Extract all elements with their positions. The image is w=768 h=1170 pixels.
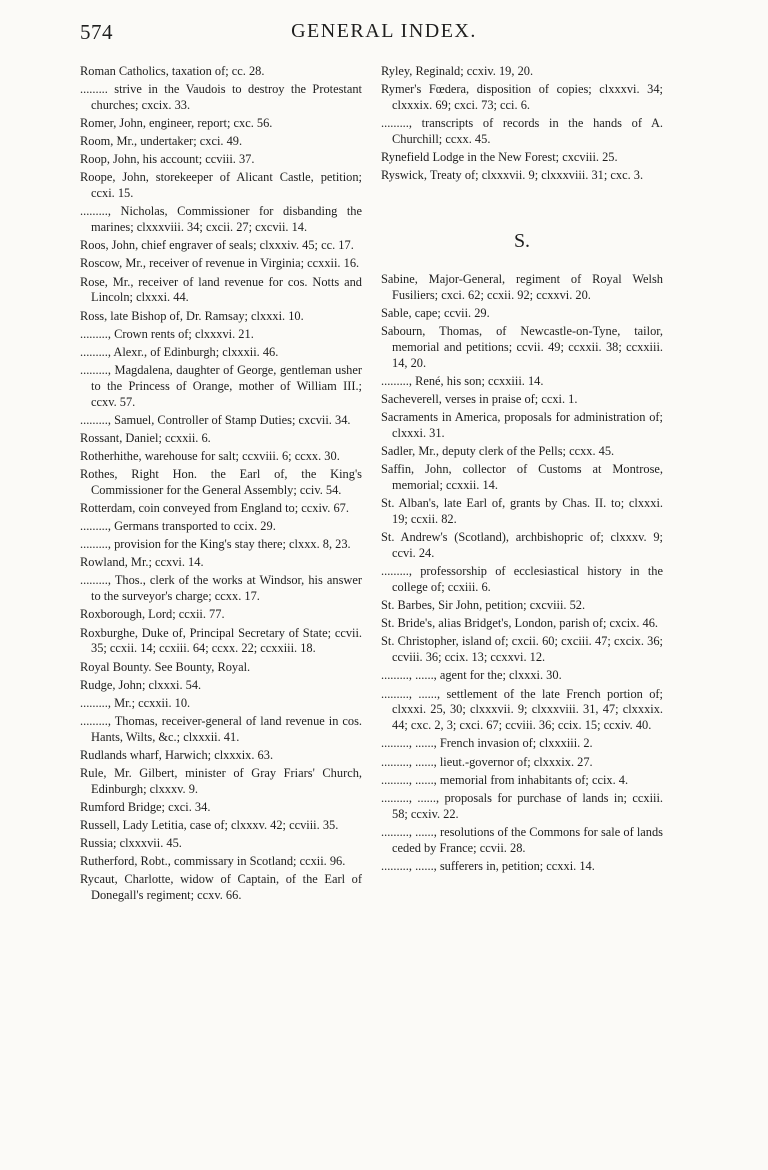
index-entry: ........., Thomas, receiver-general of land revenue in cos. Hants, Wilts, &c.; clxxxii. 41. <box>80 713 362 744</box>
index-entry: Rutherford, Robt., commissary in Scotland; ccxii. 96. <box>80 854 346 869</box>
index-entry: ........., Mr.; ccxxii. 10. <box>80 695 191 710</box>
index-entry: Rudge, John; clxxxi. 54. <box>80 677 202 692</box>
index-entry: ........., Crown rents of; clxxxvi. 21. <box>80 326 254 341</box>
index-entry: ........., Nicholas, Commissioner for disbanding the marines; clxxxviii. 34; cxcii. 27; cxcvii. 14. <box>80 204 362 235</box>
index-entry: Rumford Bridge; cxci. 34. <box>80 799 211 814</box>
index-entry: Rotherhithe, warehouse for salt; ccxviii. 6; ccxx. 30. <box>80 448 340 463</box>
left-index-column <box>80 64 362 906</box>
index-entry: Sabourn, Thomas, of Newcastle-on-Tyne, tailor, memorial and petitions; ccvii. 49; ccxxii. 38; ccxxiii. 14, 20. <box>381 324 663 370</box>
index-entry: St. Barbes, Sir John, petition; cxcviii. 52. <box>381 598 586 613</box>
index-entry: Sadler, Mr., deputy clerk of the Pells; ccxx. 45. <box>381 444 615 459</box>
index-entry: Roope, John, storekeeper of Alicant Castle, petition; ccxi. 15. <box>80 170 362 201</box>
index-entry: Rose, Mr., receiver of land revenue for cos. Notts and Lincoln; clxxxi. 44. <box>80 274 362 305</box>
index-entry: Sacraments in America, proposals for administration of; clxxxi. 31. <box>381 410 663 441</box>
index-entry: Roscow, Mr., receiver of revenue in Virginia; ccxxii. 16. <box>80 256 360 271</box>
index-entry: St. Christopher, island of; cxcii. 60; cxciii. 47; cxcix. 36; ccviii. 36; ccix. 13; ccxxvi. 12. <box>381 634 663 665</box>
index-entry: Ryswick, Treaty of; clxxxvii. 9; clxxxviii. 31; cxc. 3. <box>381 168 644 183</box>
running-header <box>0 18 768 58</box>
index-entry: Sabine, Major-General, regiment of Royal Welsh Fusiliers; cxci. 62; ccxii. 92; ccxxvi. 20. <box>381 272 663 302</box>
index-entry: ........., professorship of ecclesiastical history in the college of; ccxiii. 6. <box>381 564 663 595</box>
index-entry: ........., Germans transported to ccix. 29. <box>80 519 276 534</box>
index-entry: St. Andrew's (Scotland), archbishopric of; clxxxv. 9; ccvi. 24. <box>381 530 663 561</box>
index-entry: Rymer's Fœdera, disposition of copies; clxxxvi. 34; clxxxix. 69; cxci. 73; cci. 6. <box>381 82 663 112</box>
index-entry: Sacheverell, verses in praise of; ccxi. 1. <box>381 392 578 407</box>
index-entry: Rynefield Lodge in the New Forest; cxcviii. 25. <box>381 150 618 165</box>
index-entry: ........., Samuel, Controller of Stamp Duties; cxcvii. 34. <box>80 412 351 427</box>
index-entry: St. Bride's, alias Bridget's, London, parish of; cxcix. 46. <box>381 616 659 631</box>
index-entry: Sable, cape; ccvii. 29. <box>381 306 490 320</box>
index-entry: Rossant, Daniel; ccxxii. 6. <box>80 430 211 445</box>
index-entry: ........., provision for the King's stay there; clxxx. 8, 23. <box>80 537 351 552</box>
index-entry: ........., ......, French invasion of; clxxxiii. 2. <box>381 736 593 751</box>
right-index-column <box>381 64 663 877</box>
index-entry: Russia; clxxxvii. 45. <box>80 836 182 851</box>
index-entry: Roxburghe, Duke of, Principal Secretary of State; ccvii. 35; ccxii. 14; ccxiii. 64; ccxx. 22; ccxxiii. 18. <box>80 625 362 656</box>
index-entry: Romer, John, engineer, report; cxc. 56. <box>80 116 273 131</box>
index-entry: Rowland, Mr.; ccxvi. 14. <box>80 555 204 570</box>
index-entry: Room, Mr., undertaker; cxci. 49. <box>80 134 243 149</box>
index-entry: ........., ......, proposals for purchase of lands in; ccxiii. 58; ccxiv. 22. <box>381 790 663 821</box>
index-entry: St. Alban's, late Earl of, grants by Chas. II. to; clxxxi. 19; ccxii. 82. <box>381 496 663 527</box>
index-entry: ........., ......, lieut.-governor of; clxxxix. 27. <box>381 754 593 769</box>
running-title: GENERAL INDEX. <box>291 20 477 42</box>
index-entry: ........., Magdalena, daughter of George, gentleman usher to the Princess of Orange, mother of William III.; ccxv. 57. <box>80 362 362 409</box>
index-entry: ........., ......, memorial from inhabitants of; ccix. 4. <box>381 772 629 787</box>
index-entry: ........., ......, sufferers in, petition; ccxxi. 14. <box>381 858 595 873</box>
right-column-s-entries <box>381 272 663 875</box>
index-entry: ........., René, his son; ccxxiii. 14. <box>381 374 544 388</box>
index-entry: Rotterdam, coin conveyed from England to; ccxiv. 67. <box>80 501 349 516</box>
index-entry: Roop, John, his account; ccviii. 37. <box>80 152 255 167</box>
index-entry: Rudlands wharf, Harwich; clxxxix. 63. <box>80 747 274 762</box>
index-entry: Roman Catholics, taxation of; cc. 28. <box>80 64 265 78</box>
index-entry: ........., Alexr., of Edinburgh; clxxxii. 46. <box>80 344 279 359</box>
index-entry: Ryley, Reginald; ccxiv. 19, 20. <box>381 64 534 78</box>
index-entry: Royal Bounty. See Bounty, Royal. <box>80 659 251 674</box>
index-entry: Rule, Mr. Gilbert, minister of Gray Friars' Church, Edinburgh; clxxxv. 9. <box>80 765 362 796</box>
index-entry: Saffin, John, collector of Customs at Montrose, memorial; ccxxii. 14. <box>381 462 663 493</box>
page-number: 574 <box>80 20 113 44</box>
index-entry: ........., ......, settlement of the late French portion of; clxxxi. 25, 30; clxxxvii. 9; clxxxviii. 31, 47; clxxxix. 44; cxc. 2, 3; cxci. 67; ccviii. 36; ccix. 15; ccxiv. 40. <box>381 686 663 733</box>
index-entry: ........., ......, resolutions of the Commons for sale of lands ceded by France; ccvii. 28. <box>381 824 663 855</box>
index-entry: Russell, Lady Letitia, case of; clxxxv. 42; ccviii. 35. <box>80 817 339 832</box>
index-entry: Rothes, Right Hon. the Earl of, the King's Commissioner for the General Assembly; cciv. 54. <box>80 467 362 497</box>
index-entry: Roos, John, chief engraver of seals; clxxxiv. 45; cc. 17. <box>80 238 354 253</box>
index-entry: ........., Thos., clerk of the works at Windsor, his answer to the surveyor's charge; ccxx. 17. <box>80 573 362 604</box>
index-entry: ........., transcripts of records in the hands of A. Churchill; ccxx. 45. <box>381 116 663 146</box>
section-letter-heading: S. <box>513 230 531 253</box>
index-entry: Ross, late Bishop of, Dr. Ramsay; clxxxi. 10. <box>80 308 304 323</box>
index-entry: Roxborough, Lord; ccxii. 77. <box>80 607 225 622</box>
index-entry: ........., ......, agent for the; clxxxi. 30. <box>381 668 562 683</box>
index-entry: ......... strive in the Vaudois to destroy the Protestant churches; cxcix. 33. <box>80 82 362 112</box>
right-column-r-entries <box>381 64 663 184</box>
index-entry: Rycaut, Charlotte, widow of Captain, of the Earl of Donegall's regiment; ccxv. 66. <box>80 872 362 903</box>
